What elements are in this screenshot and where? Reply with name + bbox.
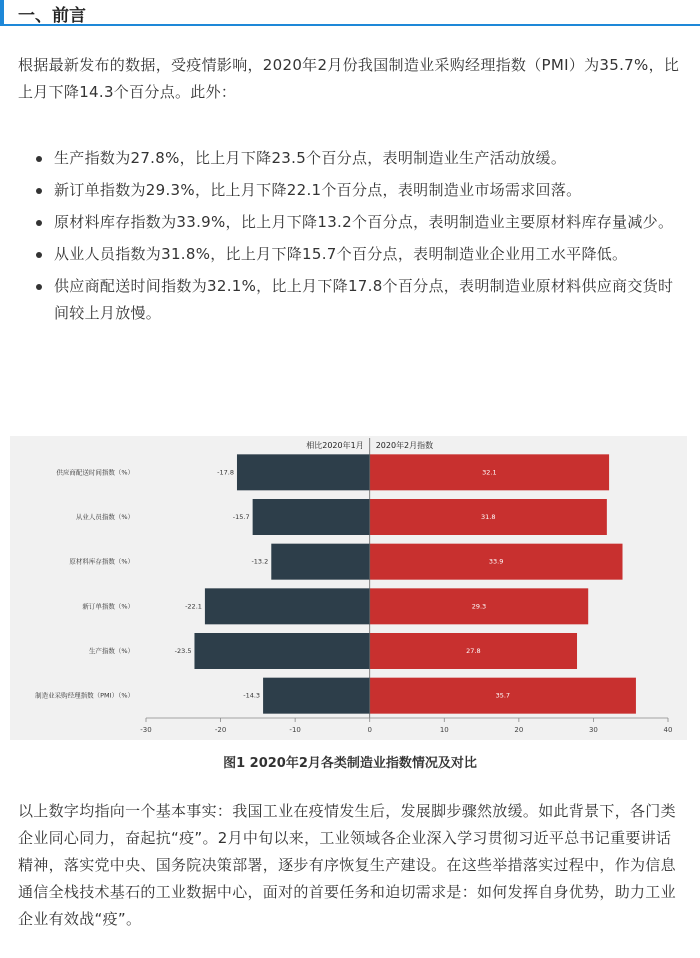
list-item [0,241,684,268]
bullet-icon [36,188,42,194]
list-item-text: 供应商配送时间指数为32.1%，比上月下降17.8个百分点，表明制造业原材料供应商交货时间较上月放慢。 [54,277,674,322]
bullet-icon [36,252,42,258]
data-label-index: 35.7 [495,691,511,700]
data-label-index: 29.3 [471,602,487,611]
section-title: 一、前言 [18,6,86,26]
intro-paragraph: 根据最新发布的数据，受疫情影响，2020年2月份我国制造业采购经理指数（PMI）为35.7%，比上月下降14.3个百分点。此外： [18,56,680,101]
data-label-change: -22.1 [185,602,202,611]
x-tick-label: 0 [367,726,372,734]
data-label-index: 27.8 [466,647,481,655]
bullet-icon [36,156,42,162]
list-item [0,177,684,204]
bullet-icon [36,220,42,226]
list-item-text: 原材料库存指数为33.9%，比上月下降13.2个百分点，表明制造业主要原材料库存量减少。 [54,213,674,231]
bar-change [194,633,369,669]
x-tick-label: -30 [140,726,152,734]
x-tick-label: -20 [214,726,227,734]
x-tick-label: -10 [289,726,301,734]
x-tick-label: 40 [663,726,673,734]
list-item [0,145,684,172]
category-label: 制造业采购经理指数（PMI）（%） [35,691,134,700]
data-label-change: -15.7 [232,513,250,521]
bar-change [253,499,370,535]
category-label: 原材料库存指数（%） [69,557,134,566]
list-item [0,273,684,327]
x-tick-label: 10 [439,726,449,734]
category-label: 供应商配送时间指数（%） [56,468,134,477]
bar-change [271,544,369,580]
bar-change [205,588,370,624]
figure-caption: 图1 2020年2月各类制造业指数情况及对比 [223,756,477,771]
data-label-index: 31.8 [481,513,496,521]
bar-change [237,454,370,490]
category-label: 从业人员指数（%） [75,513,134,521]
data-label-change: -13.2 [251,557,269,566]
closing-paragraph: 以上数字均指向一个基本事实：我国工业在疫情发生后，发展脚步骤然放缓。如此背景下，各门类企业同心同力，奋起抗“疫”。2月中旬以来，工业领域各企业深入学习贯彻习近平总书记重要讲话精神，落实党中央、国务院决策部署，逐步有序恢复生产建设。在这些举措落实过程中，作为信息通信全栈技术基石的工业数据中心，面对的首要任务和迫切需求是：如何发挥自身优势，助力工业企业有效战“疫”。 [18,802,676,928]
data-label-change: -17.8 [217,468,234,477]
legend-series-2: 2020年2月指数 [375,441,434,450]
x-tick-label: 30 [588,726,598,734]
list-item [0,209,684,236]
category-label: 新订单指数（%） [82,602,134,611]
data-label-index: 33.9 [488,557,504,566]
data-label-change: -14.3 [243,691,261,700]
list-item-text: 从业人员指数为31.8%，比上月下降15.7个百分点，表明制造业企业用工水平降低。 [54,245,628,263]
bar-change [263,678,370,714]
chart-svg [10,436,687,740]
legend-series-1: 相比2020年1月 [306,441,364,450]
indicator-list [0,145,700,332]
data-label-change: -23.5 [174,647,192,655]
category-label: 生产指数（%） [88,647,134,655]
data-label-index: 32.1 [482,468,497,477]
section-header [0,0,700,26]
pmi-chart [10,436,687,740]
list-item-text: 新订单指数为29.3%，比上月下降22.1个百分点，表明制造业市场需求回落。 [54,181,582,199]
list-item-text: 生产指数为27.8%，比上月下降23.5个百分点，表明制造业生产活动放缓。 [54,149,567,167]
x-tick-label: 20 [514,726,524,734]
bullet-icon [36,284,42,290]
